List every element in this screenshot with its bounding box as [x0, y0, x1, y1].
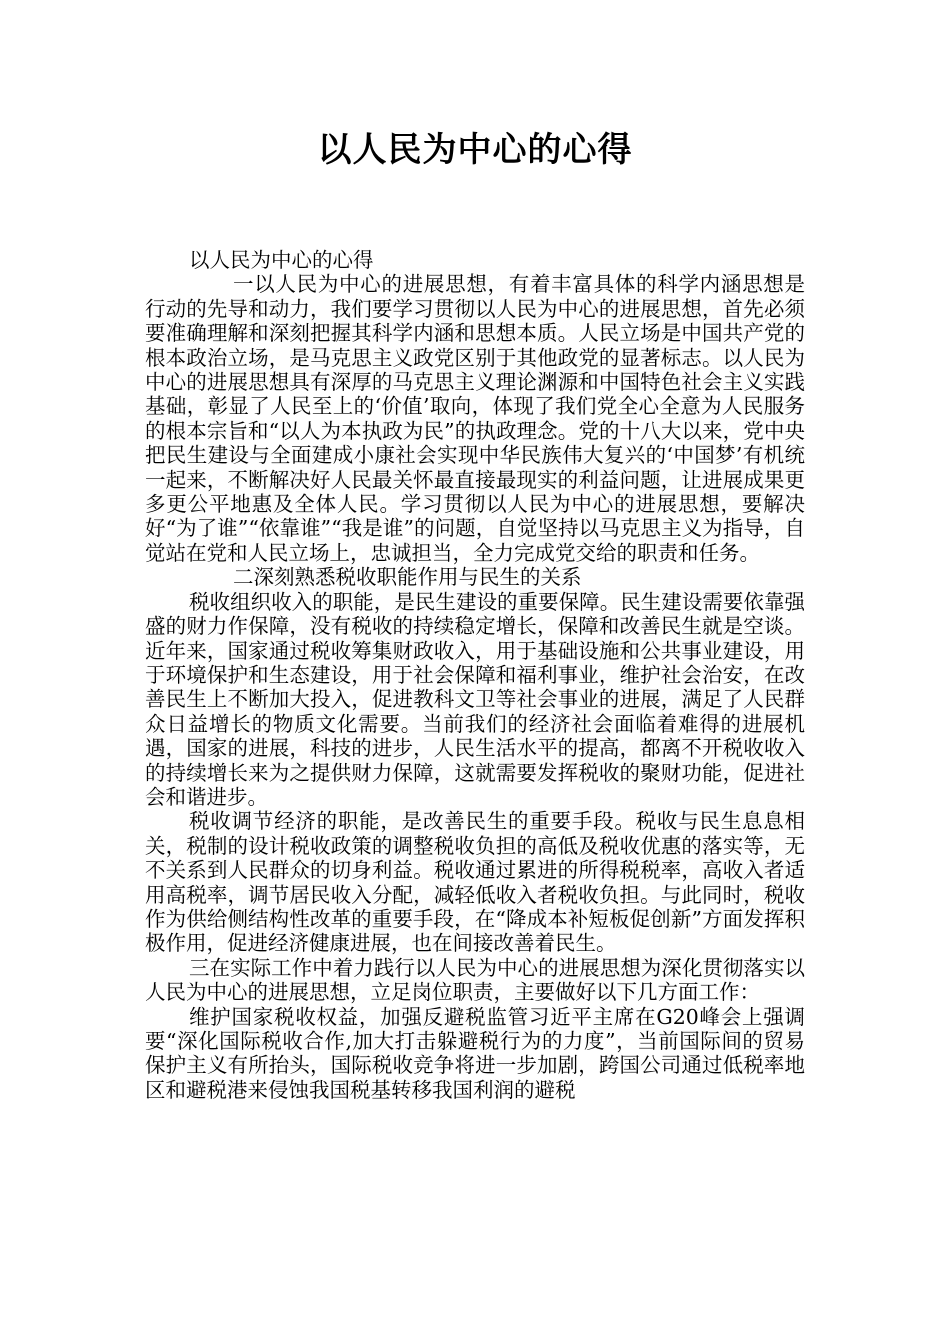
paragraph-3: 税收组织收入的职能，是民生建设的重要保障。民生建设需要依靠强盛的财力作保障，没有税收的持续稳定增长，保障和改善民生就是空谈。近年来，国家通过税收筹集财政收入，用于基础设施和公共事业建设，用于环境保护和生态建设，用于社会保障和福利事业，维护社会治安，在改善民生上不断加大投入，促进教科文卫等社会事业的进展，满足了人民群众日益增长的物质文化需要。当前我们的经济社会面临着难得的进展机遇，国家的进展，科技的进步，人民生活水平的提高，都离不开税收收入的持续增长来为之提供财力保障，这就需要发挥税收的聚财功能，促进社会和谐进步。: [145, 589, 805, 809]
paragraph-4: 税收调节经济的职能，是改善民生的重要手段。税收与民生息息相关，税制的设计税收政策的调整税收负担的高低及税收优惠的落实等，无不关系到人民群众的切身利益。税收通过累进的所得税税率，高收入者适用高税率，调节居民收入分配，减轻低收入者税收负担。与此同时，税收作为供给侧结构性改革的重要手段，在“降成本补短板促创新”方面发挥积极作用，促进经济健康进展，也在间接改善着民生。: [145, 809, 805, 956]
paragraph-6: 维护国家税收权益，加强反避税监管习近平主席在G20峰会上强调要“深化国际税收合作,加大打击躲避税行为的力度”，当前国际间的贸易保护主义有所抬头，国际税收竞争将进一步加剧，跨国公司通过低税率地区和避税港来侵蚀我国税基转移我国利润的避税: [145, 1004, 805, 1102]
paragraph-5: 三在实际工作中着力践行以人民为中心的进展思想为深化贯彻落实以人民为中心的进展思想，立足岗位职责，主要做好以下几方面工作：: [145, 955, 805, 1005]
document-subtitle: 以人民为中心的心得: [189, 248, 374, 272]
section-heading-2: 二深刻熟悉税收职能作用与民生的关系: [233, 565, 582, 590]
page-title: 以人民为中心的心得: [317, 130, 633, 170]
document-body: [145, 248, 805, 1102]
paragraph-1: 一以人民为中心的进展思想，有着丰富具体的科学内涵思想是行动的先导和动力，我们要学习贯彻以人民为中心的进展思想，首先必须要准确理解和深刻把握其科学内涵和思想本质。人民立场是中国共产党的根本政治立场，是马克思主义政党区别于其他政党的显著标志。以人民为中心的进展思想具有深厚的马克思主义理论渊源和中国特色社会主义实践基础，彰显了人民至上的‘价值’取向，体现了我们党全心全意为人民服务的根本宗旨和“以人为本执政为民”的执政理念。党的十八大以来，党中央把民生建设与全面建成小康社会实现中华民族伟大复兴的‘中国梦’有机统一起来，不断解决好人民最关怀最直接最现实的利益问题，让进展成果更多更公平地惠及全体人民。学习贯彻以人民为中心的进展思想，要解决好“为了谁”“依靠谁”“我是谁”的问题，自觉坚持以马克思主义为指导，自觉站在党和人民立场上，忠诚担当，全力完成党交给的职责和任务。: [145, 272, 805, 565]
